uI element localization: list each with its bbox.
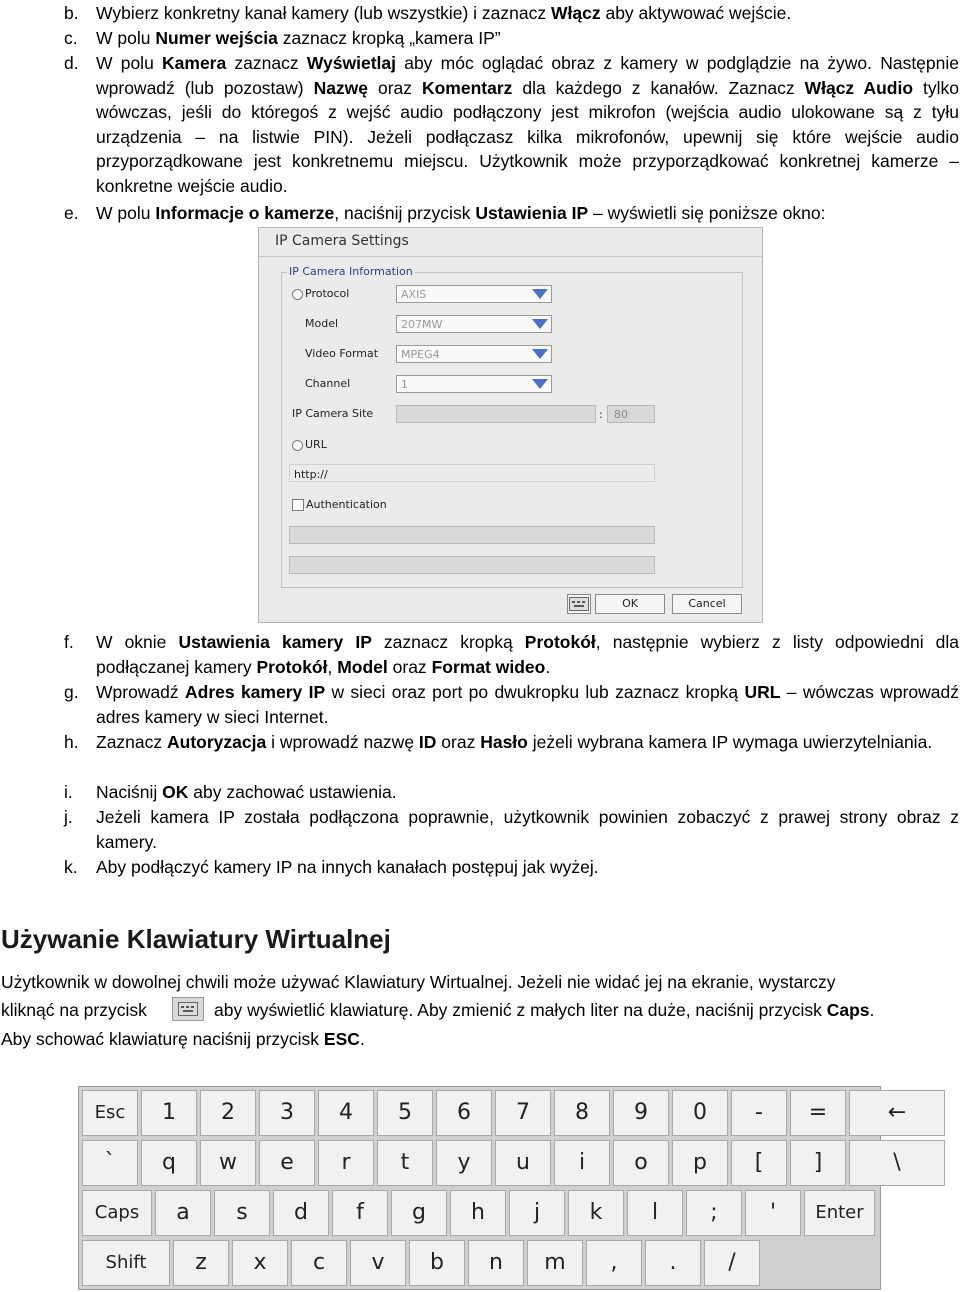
ip-camera-site-input[interactable] [396,405,596,423]
key-char[interactable]: 3 [259,1090,315,1136]
bold-term: Adres kamery IP [185,682,326,702]
protocol-label: Protocol [305,287,350,300]
key-char[interactable]: 6 [436,1090,492,1136]
key-char[interactable]: , [586,1240,642,1286]
dialog-title: IP Camera Settings [275,233,409,249]
key-char[interactable]: t [377,1140,433,1186]
text-segment: , naciśnij przycisk [334,203,476,223]
paragraph-line-3 [1,1025,959,1053]
text-segment: Jeżeli kamera IP została podłączona poprawnie, użytkownik powinien zobaczyć z prawej strony obraz z kamery. [96,807,959,852]
key-char[interactable]: v [350,1240,406,1286]
key-char[interactable]: e [259,1140,315,1186]
channel-label: Channel [305,377,351,390]
key-char[interactable]: h [450,1190,506,1236]
bold-term: Kamera [162,53,227,73]
key-char[interactable]: r [318,1140,374,1186]
text-segment: – wyświetli się poniższe okno: [588,203,826,223]
text-segment: – wówczas wprowadź adres kamery w sieci Internet. [96,682,959,727]
key-char[interactable]: 7 [495,1090,551,1136]
cancel-button[interactable]: Cancel [672,594,742,614]
key-char[interactable]: x [232,1240,288,1286]
text-segment: Naciśnij [96,782,163,802]
key-char[interactable]: \ [849,1140,945,1186]
model-label: Model [305,317,339,330]
chevron-down-icon [532,379,548,389]
key-char[interactable]: j [509,1190,565,1236]
list-item-letter: f. [64,632,74,652]
section-heading: Używanie Klawiatury Wirtualnej [1,924,391,954]
protocol-select[interactable] [396,285,552,303]
port-value: 80 [614,408,628,421]
model-value: 207MW [401,318,443,331]
key-char[interactable]: ; [686,1190,742,1236]
text-segment: W polu [96,53,163,73]
bold-term: Ustawienia IP [475,203,589,223]
password-input[interactable] [289,556,655,574]
text-segment: W polu [96,28,156,48]
chevron-down-icon [532,319,548,329]
list-item-letter: c. [64,28,78,48]
key-char[interactable]: 1 [141,1090,197,1136]
text-segment: i wprowadź nazwę [266,732,419,752]
bold-term: Wyświetlaj [306,53,397,73]
key-shift[interactable]: Shift [82,1240,170,1286]
list-item-text [96,630,959,679]
key-char[interactable]: q [141,1140,197,1186]
bold-term: Włącz [550,3,601,23]
paragraph-line-2-continued [214,996,959,1024]
text-segment: w sieci oraz port po dwukropku lub zaznacz kropką [325,682,745,702]
virtual-keyboard [78,1086,907,1290]
bold-term: Nazwę [313,77,369,98]
bold-term: Numer wejścia [155,28,278,48]
key-esc[interactable]: Esc [82,1090,138,1136]
key-char[interactable]: 5 [377,1090,433,1136]
model-select[interactable] [396,315,552,333]
list-item-text [96,51,959,199]
group-label: IP Camera Information [289,265,413,278]
list-item-text [96,680,959,729]
text-segment: Wprowadź [96,682,185,702]
key-char[interactable]: ] [790,1140,846,1186]
video-format-label: Video Format [305,347,379,360]
text-segment: . [545,656,551,677]
caps-key-name: Caps [826,1000,870,1020]
key-char[interactable]: = [790,1090,846,1136]
text-segment: tylko wówczas, jeśli do któregoś z wejść audio podłączony jest mikrofon (wejścia audio ulokowane są z tyłu urządzenia – na listwie PIN). Jeżeli podłączasz kilka mikrofonów, upewnij się które wejście audio przyporządkowane jest konkretnemu miejscu. Użytkownik może przyporządkować konkretnej kamerze – konkretne wejście audio. [96,77,959,196]
key-char[interactable]: d [273,1190,329,1236]
text-segment: Wybierz konkretny kanał kamery (lub wszystkie) i zaznacz [96,3,551,23]
text-segment: aby zachować ustawienia. [188,782,397,802]
chevron-down-icon [532,289,548,299]
bold-term: Protokół [524,632,596,652]
bold-term: Komentarz [421,77,513,98]
list-item-text [96,780,959,805]
ip-camera-site-label: IP Camera Site [292,407,374,420]
paragraph-text: aby wyświetlić klawiaturę. Aby zmienić z małych liter na duże, naciśnij przycisk [214,1000,827,1020]
list-item-text [96,1,959,26]
text-segment: oraz [368,77,422,98]
authentication-checkbox[interactable] [292,499,304,511]
paragraph-text: Aby schować klawiaturę naciśnij przycisk [1,1029,324,1049]
text-segment: , [327,656,338,677]
virtual-keyboard-button[interactable] [567,594,591,614]
bold-term: Autoryzacja [167,732,267,752]
list-item-letter: j. [64,807,73,827]
paragraph-line-1: Użytkownik w dowolnej chwili może używać Klawiatury Wirtualnej. Jeżeli nie widać jej na ekranie, wystarczy [1,972,836,992]
key-char[interactable]: - [731,1090,787,1136]
text-segment: oraz [387,656,432,677]
key-caps[interactable]: Caps [82,1190,152,1236]
video-format-value: MPEG4 [401,348,440,361]
text-segment: aby aktywować wejście. [600,3,792,23]
key-char[interactable]: . [645,1240,701,1286]
key-char[interactable]: l [627,1190,683,1236]
list-item-text [96,26,959,51]
text-segment: zaznacz kropką „kamera IP” [277,28,501,48]
text-segment: Zaznacz [96,732,167,752]
bold-term: Włącz Audio [804,77,914,98]
authentication-label: Authentication [306,498,387,511]
key-char[interactable]: / [704,1240,760,1286]
key-char[interactable]: ' [745,1190,801,1236]
keyboard-icon [569,597,589,611]
video-format-select[interactable] [396,345,552,363]
text-segment: oraz [436,732,481,752]
list-item-letter: i. [64,782,73,802]
bold-term: URL [744,682,781,702]
key-char[interactable]: [ [731,1140,787,1186]
list-item-letter: e. [64,203,79,223]
key-char[interactable]: a [155,1190,211,1236]
keyboard-icon [178,1002,198,1016]
key-char[interactable]: 8 [554,1090,610,1136]
key-char[interactable]: s [214,1190,270,1236]
channel-value: 1 [401,378,408,391]
text-segment: W polu [96,203,156,223]
key-char[interactable]: c [291,1240,347,1286]
url-label: URL [305,438,327,451]
key-char[interactable]: 9 [613,1090,669,1136]
key-char[interactable]: y [436,1140,492,1186]
url-prefix: http:// [294,468,328,481]
text-segment: dla każdego z kanałów. Zaznacz [512,77,805,98]
text-segment: zaznacz kropką [371,632,525,652]
bold-term: Model [337,656,388,677]
port-input[interactable] [607,405,655,423]
key-char[interactable]: f [332,1190,388,1236]
key-char[interactable]: 2 [200,1090,256,1136]
text-segment: zaznacz [226,53,307,73]
protocol-value: AXIS [401,288,427,301]
list-item-letter: h. [64,732,79,752]
ok-button[interactable]: OK [595,594,665,614]
text-segment: aby móc oglądać obraz z kamery w podglądzie na żywo. Następnie wprowadź (lub pozostaw) [96,53,959,98]
ip-camera-settings-dialog [258,227,763,623]
text-segment: Aby podłączyć kamery IP na innych kanałach postępuj jak wyżej. [96,857,599,877]
title-divider [259,256,762,257]
list-item-letter: d. [64,53,79,73]
bold-term: Protokół [256,656,328,677]
esc-key-name: ESC [323,1029,360,1049]
key-char[interactable]: z [173,1240,229,1286]
bold-term: Hasło [480,732,528,752]
key-char[interactable]: b [409,1240,465,1286]
keyboard-button-icon [172,997,204,1021]
bold-term: Ustawienia kamery IP [178,632,372,652]
key-char[interactable]: i [554,1140,610,1186]
url-input[interactable] [289,464,655,482]
key-char[interactable]: g [391,1190,447,1236]
key-char[interactable]: 4 [318,1090,374,1136]
key-char[interactable]: 0 [672,1090,728,1136]
text-segment: jeżeli wybrana kamera IP wymaga uwierzytelniania. [527,732,933,752]
bold-term: ID [418,732,437,752]
text-segment: , następnie wybierz z listy odpowiedni dla podłączanej kamery [96,632,960,677]
protocol-radio[interactable] [292,289,303,300]
chevron-down-icon [532,349,548,359]
paragraph-text: . [359,1029,365,1049]
list-item-letter: g. [64,682,79,702]
paragraph-text: kliknąć na przycisk [1,1000,147,1020]
key-char[interactable]: k [568,1190,624,1236]
key-char[interactable]: ← [849,1090,945,1136]
bold-term: Format wideo [431,656,546,677]
key-enter[interactable]: Enter [804,1190,875,1236]
key-char[interactable]: n [468,1240,524,1286]
text-segment: W oknie [96,632,179,652]
url-radio[interactable] [292,440,303,451]
key-char[interactable]: m [527,1240,583,1286]
list-item-text [96,730,959,755]
id-input[interactable] [289,526,655,544]
key-char[interactable]: p [672,1140,728,1186]
channel-select[interactable] [396,375,552,393]
list-item-letter: k. [64,857,78,877]
list-item-letter: b. [64,3,79,23]
bold-term: OK [162,782,189,802]
key-char[interactable]: w [200,1140,256,1186]
list-item-text [96,201,959,226]
key-char[interactable]: ` [82,1140,138,1186]
key-char[interactable]: u [495,1140,551,1186]
list-item-text [96,805,959,854]
list-item-text [96,855,959,880]
port-separator: : [599,408,603,421]
paragraph-text: . [869,1000,875,1020]
key-char[interactable]: o [613,1140,669,1186]
bold-term: Informacje o kamerze [155,203,335,223]
